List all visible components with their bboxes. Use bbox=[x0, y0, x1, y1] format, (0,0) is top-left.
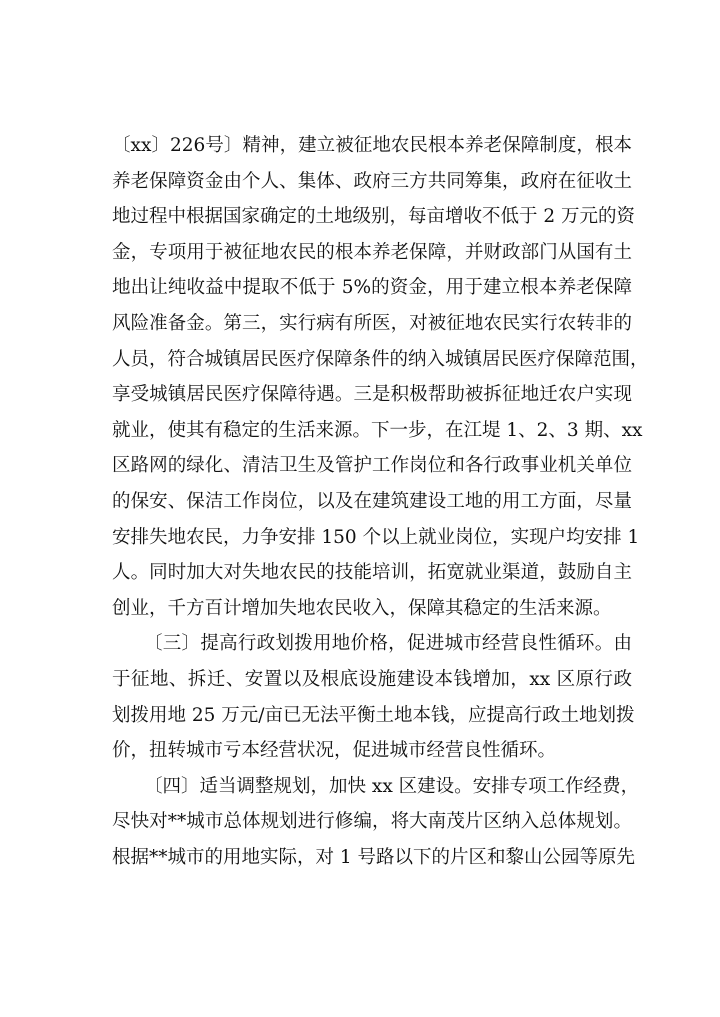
paragraph-resettlement-measures bbox=[112, 128, 649, 626]
text-line: 地出让纯收益中提取不低于 5%的资金，用于建立根本养老保障 bbox=[112, 277, 632, 299]
text-line: 价，扭转城市亏本经营状况，促进城市经营良性循环。 bbox=[112, 740, 557, 762]
text-line: 划拨用地 25 万元/亩已无法平衡土地本钱，应提高行政土地划拨 bbox=[112, 704, 635, 726]
text-line: 养老保障资金由个人、集体、政府三方共同筹集，政府在征收土 bbox=[112, 170, 632, 192]
paragraph-section-three bbox=[112, 626, 635, 768]
section-heading-line: 〔四〕适当调整规划，加快 xx 区建设。安排专项工作经费， bbox=[144, 775, 640, 797]
text-line: 享受城镇居民医疗保障待遇。三是积极帮助被拆征地迁农户实现 bbox=[112, 384, 632, 406]
text-line: 创业，千方百计增加失地农民收入，保障其稳定的生活来源。 bbox=[112, 597, 612, 619]
text-line: 〔xx〕226号〕精神，建立被征地农民根本养老保障制度，根本 bbox=[112, 135, 632, 156]
text-line: 区路网的绿化、清洁卫生及管护工作岗位和各行政事业机关单位 bbox=[112, 455, 632, 477]
text-line: 人。同时加大对失地农民的技能培训，拓宽就业渠道，鼓励自主 bbox=[112, 562, 632, 584]
text-line: 安排失地农民，力争安排 150 个以上就业岗位，实现户均安排 1 bbox=[112, 526, 640, 548]
text-line: 人员，符合城镇居民医疗保障条件的纳入城镇居民医疗保障范围， bbox=[112, 348, 649, 370]
text-line: 根据**城市的用地实际，对 1 号路以下的片区和黎山公园等原先 bbox=[112, 846, 636, 868]
paragraph-section-four bbox=[112, 769, 640, 876]
text-line: 风险准备金。第三，实行病有所医，对被征地农民实行农转非的 bbox=[112, 312, 632, 334]
text-line: 于征地、拆迁、安置以及根底设施建设本钱增加，xx 区原行政 bbox=[112, 668, 632, 690]
section-heading-line: 〔三〕提高行政划拨用地价格，促进城市经营良性循环。由 bbox=[144, 633, 632, 655]
text-line: 地过程中根据国家确定的土地级别，每亩增收不低于 2 万元的资 bbox=[112, 206, 636, 228]
text-line: 金，专项用于被征地农民的根本养老保障，并财政部门从国有土 bbox=[112, 241, 632, 263]
text-line: 就业，使其有稳定的生活来源。下一步，在江堤 1、2、3 期、xx bbox=[112, 419, 643, 441]
text-line: 的保安、保洁工作岗位，以及在建筑建设工地的用工方面，尽量 bbox=[112, 490, 632, 512]
text-line: 尽快对**城市总体规划进行修编，将大南茂片区纳入总体规划。 bbox=[112, 811, 632, 833]
document-body bbox=[112, 128, 649, 875]
